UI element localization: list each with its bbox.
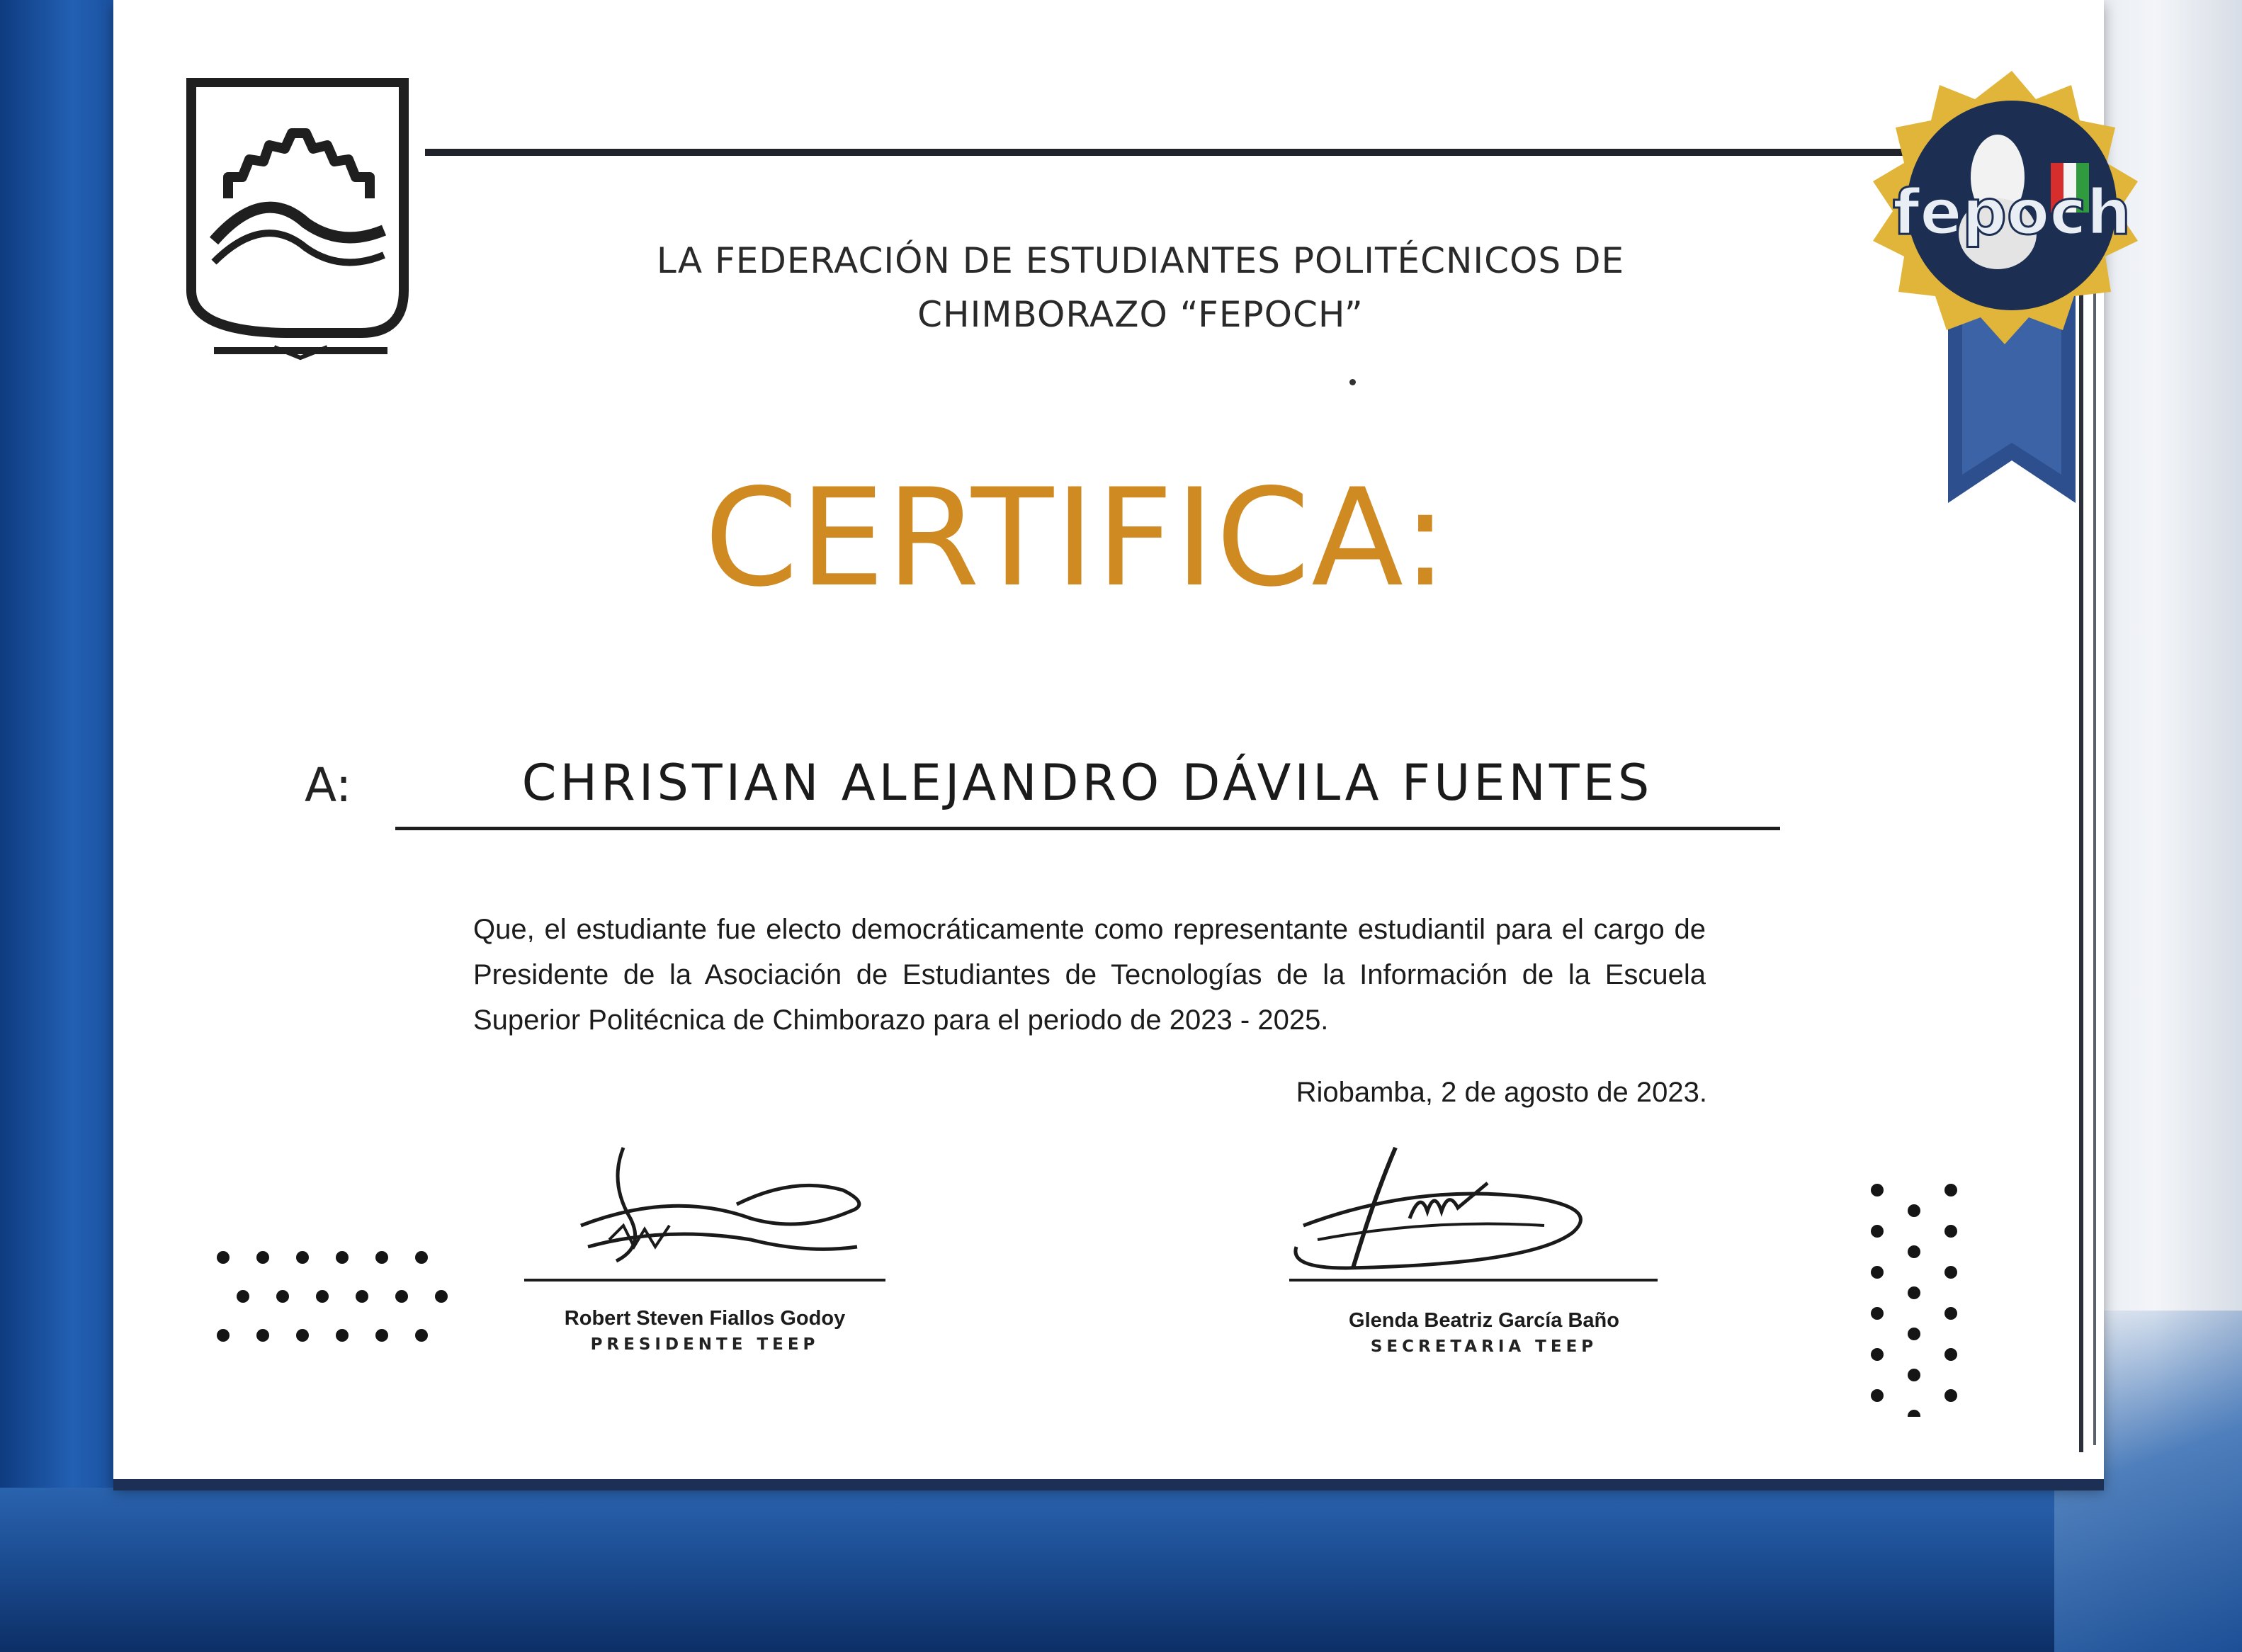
decorative-dot [1944, 1266, 1957, 1279]
decorative-dot [316, 1290, 329, 1303]
signer-role-2: SECRETARIA TEEP [1370, 1337, 1598, 1356]
decorative-dot [1944, 1225, 1957, 1238]
top-rule [425, 149, 1934, 156]
issue-date: Riobamba, 2 de agosto de 2023. [1296, 1077, 1707, 1108]
decorative-dot [296, 1329, 309, 1342]
decorative-dot [1871, 1225, 1884, 1238]
decorative-dot [1944, 1307, 1957, 1320]
decorative-dot [1908, 1369, 1920, 1381]
decorative-dot [375, 1329, 388, 1342]
decorative-dot [276, 1290, 289, 1303]
frame-bottom-band [0, 1488, 2242, 1652]
decorative-dot [1871, 1266, 1884, 1279]
paper-bottom-edge [113, 1479, 2104, 1490]
decorative-dot [217, 1251, 230, 1264]
decorative-dots-right [1863, 1176, 1969, 1417]
decorative-dot [256, 1329, 269, 1342]
ink-dot [1349, 379, 1356, 385]
decorative-dot [237, 1290, 249, 1303]
fepoch-badge-logo [1870, 64, 2153, 517]
signer-name-2: Glenda Beatriz García Baño [1349, 1309, 1619, 1332]
certificate-body: Que, el estudiante fue electo democráticamente como representante estudiantil para el cargo de Presidente de la Asociación de Estudiantes de Tecnologías de la Información de la Escuela Superior Politécnica de Chimborazo para el periodo de 2023 - 2025. [473, 914, 1706, 1036]
issuer-heading [538, 234, 1743, 341]
recipient-underline [395, 827, 1780, 830]
decorative-dot [1871, 1348, 1884, 1361]
issuer-heading-line1: LA FEDERACIÓN DE ESTUDIANTES POLITÉCNICOS DE [656, 240, 1625, 281]
fepoch-badge-wordmark: fepoch [1892, 176, 2131, 249]
certificate-title: CERTIFICA: [704, 460, 1449, 616]
decorative-dot [1908, 1245, 1920, 1258]
decorative-dot [1908, 1204, 1920, 1217]
decorative-dot [1944, 1184, 1957, 1196]
issuer-heading-line2: CHIMBORAZO “FEPOCH” [917, 294, 1364, 335]
decorative-dots-left [209, 1243, 450, 1350]
decorative-dot [1944, 1389, 1957, 1402]
decorative-dot [1871, 1389, 1884, 1402]
recipient-name: CHRISTIAN ALEJANDRO DÁVILA FUENTES [521, 754, 1653, 812]
decorative-dot [1908, 1328, 1920, 1340]
shield-crest-logo [186, 78, 412, 375]
decorative-dot [415, 1329, 428, 1342]
decorative-dot [1908, 1410, 1920, 1417]
decorative-dot [1871, 1184, 1884, 1196]
decorative-dot [435, 1290, 448, 1303]
frame-left-band [0, 0, 120, 1652]
decorative-dot [336, 1251, 349, 1264]
signer-name-1: Robert Steven Fiallos Godoy [564, 1307, 846, 1330]
decorative-dot [336, 1329, 349, 1342]
decorative-dot [1908, 1286, 1920, 1299]
decorative-dot [375, 1251, 388, 1264]
signature-line-2 [1289, 1279, 1658, 1282]
decorative-dot [356, 1290, 368, 1303]
decorative-dot [415, 1251, 428, 1264]
decorative-dot [395, 1290, 408, 1303]
decorative-dot [1944, 1348, 1957, 1361]
recipient-prefix: A: [305, 758, 352, 813]
decorative-dot [256, 1251, 269, 1264]
signer-role-1: PRESIDENTE TEEP [590, 1335, 820, 1354]
decorative-dot [1871, 1307, 1884, 1320]
signature-graphic-1 [567, 1141, 885, 1275]
signature-graphic-2 [1275, 1141, 1615, 1275]
decorative-dot [296, 1251, 309, 1264]
decorative-dot [217, 1329, 230, 1342]
signature-line-1 [524, 1279, 885, 1282]
